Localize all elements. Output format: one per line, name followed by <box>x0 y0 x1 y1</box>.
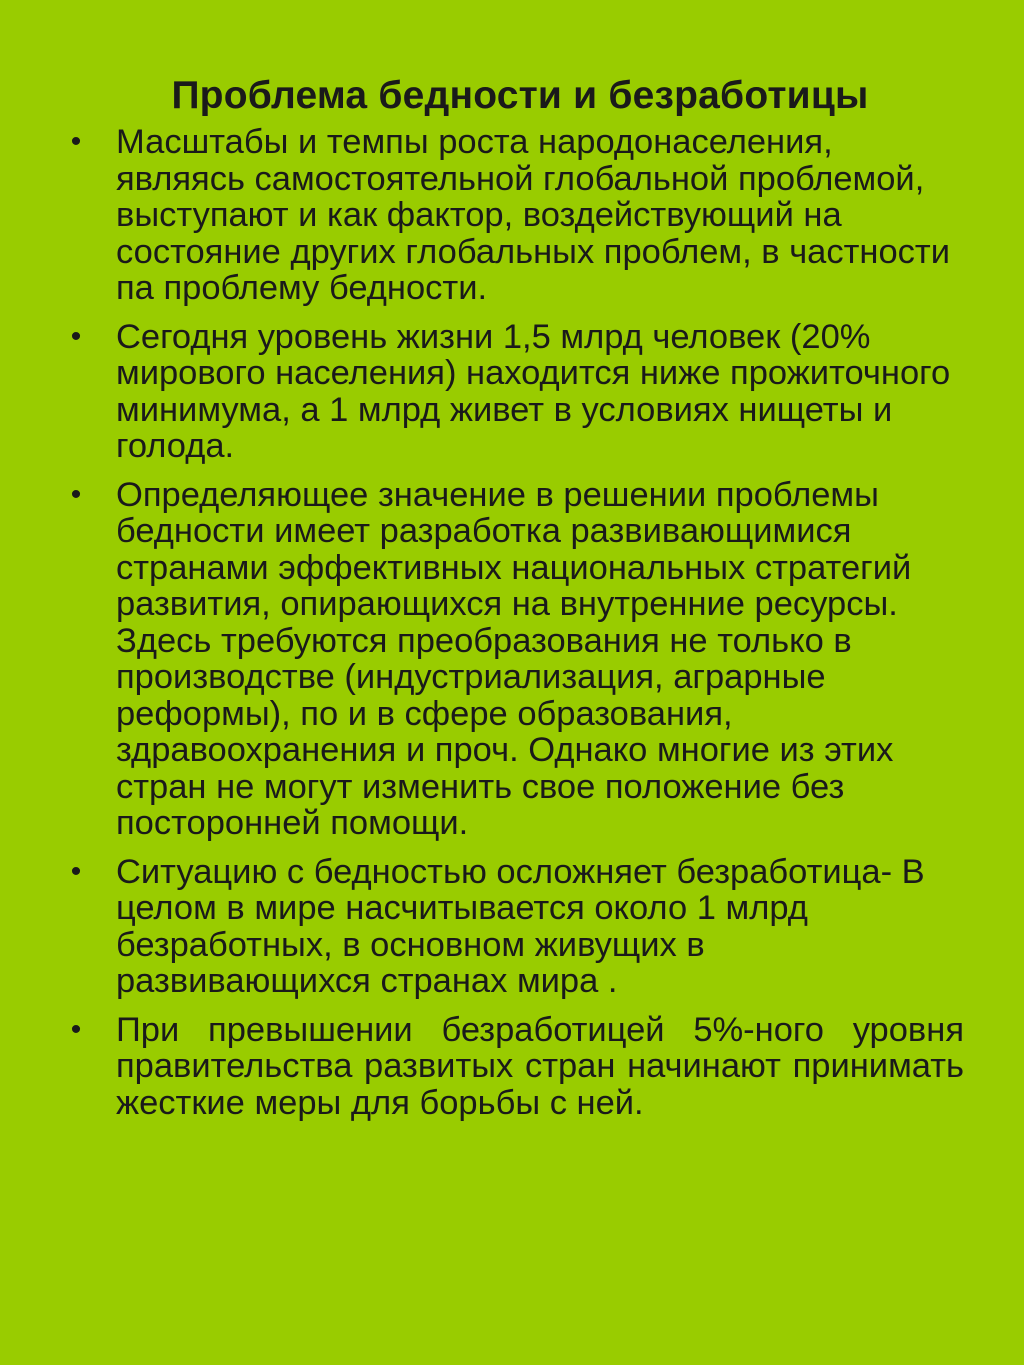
bullet-item <box>66 854 964 1000</box>
bullet-point-icon: • <box>70 125 82 158</box>
bullet-point-icon: • <box>70 1012 82 1046</box>
bullet-item <box>66 477 964 842</box>
bullet-text: Определяющее значение в решении проблемы бедности имеет разработка развивающимися странами эффективных национальных стратегий развития, опирающихся на внутренние ресурсы. Здесь требуются преобразования не только в производстве (индустриализация, аграрные реформы), по и в сфере образования, здравоохранения и проч. Однако многие из этих стран не могут изменить свое положение без посторонней помощи. <box>116 475 912 842</box>
bullet-item <box>66 319 964 465</box>
bullet-item <box>66 124 964 307</box>
bullet-point-icon: • <box>70 477 82 511</box>
bullet-text: Ситуацию с бедностью осложняет безработица- В целом в мире насчитывается около 1 млрд безработных, в основном живущих в развивающихся странах мира . <box>116 852 925 1000</box>
bullet-text: Масштабы и темпы роста народонаселения, являясь самостоятельной глобальной проблемой, выступают и как фактор, воздействующий на состояние других глобальных проблем, в частности па проблему бедности. <box>116 123 950 307</box>
bullet-point-icon: • <box>70 854 82 888</box>
bullet-text: Сегодня уровень жизни 1,5 млрд человек (20% мирового населения) находится ниже прожиточного минимума, а 1 млрд живет в условиях нищеты и голода. <box>116 317 951 465</box>
slide-title: Проблема бедности и безработицы <box>171 74 869 117</box>
bullet-item <box>66 1012 964 1122</box>
bullet-list <box>66 124 964 1121</box>
bullet-text: При превышении безработицей 5%-ного уровня правительства развитых стран начинают принимать жесткие меры для борьбы с ней. <box>116 1010 964 1122</box>
bullet-point-icon: • <box>70 319 82 353</box>
